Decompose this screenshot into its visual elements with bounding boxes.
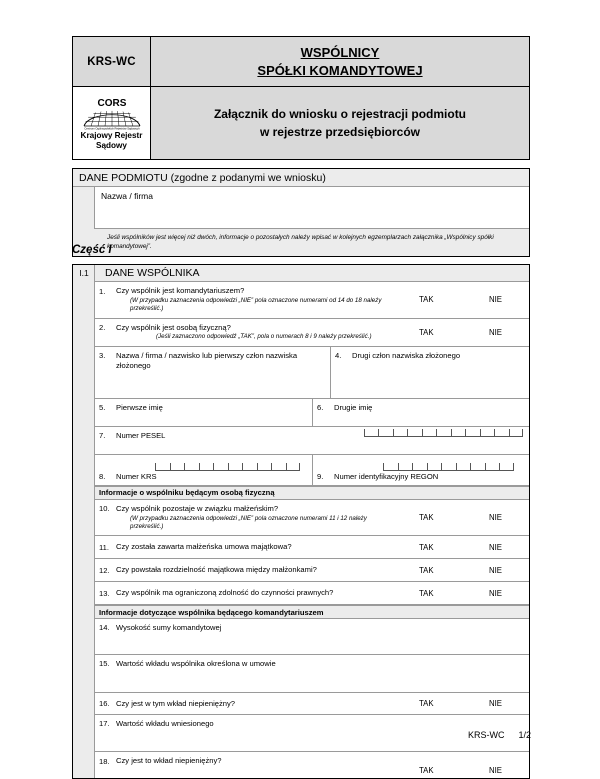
- krs-logo-name-line2: Sądowy: [96, 140, 127, 150]
- answer-no[interactable]: NIE: [489, 295, 502, 305]
- page-footer: [468, 730, 531, 740]
- field-8-krs[interactable]: [95, 455, 313, 485]
- krs-logo: [74, 96, 149, 150]
- answer-no[interactable]: NIE: [489, 542, 502, 552]
- answer-choices: [405, 699, 529, 708]
- character-box[interactable]: [412, 463, 427, 471]
- table-row: [95, 559, 529, 582]
- table-row: [95, 319, 529, 347]
- krs-character-boxes[interactable]: [155, 463, 300, 471]
- partner-data-body: [95, 265, 529, 778]
- question-label: Czy wspólnik jest osobą fizyczną?: [116, 322, 231, 332]
- field-9-regon[interactable]: [313, 455, 529, 485]
- cors-subtext: Centrum Ogólnopolskich Rejestrów Sądowych: [83, 127, 140, 131]
- character-box[interactable]: [199, 463, 214, 471]
- regon-character-boxes[interactable]: [383, 463, 514, 471]
- question-label: Czy wspólnik jest komandytariuszem?: [116, 286, 245, 295]
- question-10: [95, 500, 405, 536]
- field-15-contribution-value[interactable]: [95, 655, 529, 669]
- answer-yes[interactable]: TAK: [419, 295, 434, 305]
- field-label: Drugie imię: [334, 402, 373, 412]
- row-number: 3.: [99, 350, 106, 360]
- answer-yes[interactable]: TAK: [419, 699, 434, 709]
- row-number: 13.: [99, 588, 110, 598]
- table-row: [95, 715, 529, 752]
- table-row: [95, 347, 529, 399]
- answer-yes[interactable]: TAK: [419, 588, 434, 598]
- character-box[interactable]: [451, 429, 466, 437]
- header-subtitle-line1: Załącznik do wniosku o rejestracji podmiotu: [213, 107, 467, 121]
- question-label: Czy wspólnik pozostaje w związku małżeńskim?: [116, 503, 279, 513]
- field-14-sum[interactable]: [95, 619, 529, 633]
- field-label: Wysokość sumy komandytowej: [116, 623, 222, 633]
- table-row: [95, 619, 529, 655]
- character-box[interactable]: [393, 429, 408, 437]
- answer-choices: [405, 752, 529, 778]
- table-row: [95, 455, 529, 486]
- cors-dome-icon: [76, 96, 148, 130]
- part-label: Część I: [72, 244, 112, 256]
- table-row: [95, 399, 529, 427]
- entity-gutter: [73, 187, 95, 229]
- entity-data-title: DANE PODMIOTU (zgodne z podanymi we wniosku): [73, 169, 529, 187]
- field-label: Wartość wkładu wspólnika określona w umowie: [116, 659, 276, 669]
- character-box[interactable]: [509, 429, 524, 437]
- table-row: [95, 752, 529, 778]
- question-label: Czy powstała rozdzielność majątkowa między małżonkami?: [116, 565, 317, 575]
- answer-choices: [405, 319, 529, 346]
- question-1: [95, 282, 405, 318]
- field-7-pesel[interactable]: [95, 427, 529, 441]
- row-number: 9.: [317, 471, 324, 481]
- question-2: [95, 319, 405, 346]
- row-number: 15.: [99, 659, 110, 669]
- entity-name-field[interactable]: [95, 187, 529, 229]
- row-number: 2.: [99, 323, 106, 333]
- footer-page-number: 1/2: [518, 730, 531, 740]
- row-number: 6.: [317, 402, 324, 412]
- question-label: Czy wspólnik ma ograniczoną zdolność do czynności prawnych?: [116, 588, 334, 598]
- answer-choices: [405, 500, 529, 536]
- question-12: [95, 561, 405, 579]
- answer-yes[interactable]: TAK: [419, 542, 434, 552]
- character-box[interactable]: [170, 463, 185, 471]
- row-number: 12.: [99, 565, 110, 575]
- character-box[interactable]: [441, 463, 456, 471]
- entity-data-block: [72, 168, 530, 257]
- character-box[interactable]: [364, 429, 379, 437]
- character-box[interactable]: [494, 429, 509, 437]
- field-5-first-name[interactable]: [95, 399, 313, 426]
- field-4-surname-part2[interactable]: [331, 347, 529, 398]
- question-label: Czy jest w tym wkład niepieniężny?: [116, 698, 236, 708]
- character-box[interactable]: [184, 463, 199, 471]
- header-title-cell: [151, 37, 529, 86]
- entity-name-row: [73, 187, 529, 229]
- field-label: Wartość wkładu wniesionego: [116, 719, 214, 729]
- answer-yes[interactable]: TAK: [419, 766, 434, 776]
- pesel-character-boxes[interactable]: [364, 429, 524, 437]
- answer-no[interactable]: NIE: [489, 565, 502, 575]
- field-label: Numer KRS: [116, 471, 157, 481]
- entity-note-row: [73, 229, 529, 256]
- field-label: Numer PESEL: [116, 430, 166, 440]
- character-box[interactable]: [499, 463, 514, 471]
- field-label: Nazwa / firma / nazwisko lub pierwszy człon nazwiska złożonego: [116, 350, 298, 370]
- question-13: [95, 584, 405, 602]
- header-subtitle-cell: [151, 87, 529, 159]
- header-subtitle: [214, 105, 466, 141]
- character-box[interactable]: [480, 429, 495, 437]
- row-number: 11.: [99, 542, 109, 552]
- question-16: [95, 695, 405, 713]
- row-number: 18.: [99, 756, 110, 766]
- answer-no[interactable]: NIE: [489, 588, 502, 598]
- section-title: DANE WSPÓLNIKA: [95, 265, 529, 282]
- answer-choices: [405, 566, 529, 575]
- character-box[interactable]: [383, 463, 398, 471]
- partner-data-table: [72, 264, 530, 779]
- table-row: [95, 282, 529, 319]
- answer-no[interactable]: NIE: [489, 513, 502, 523]
- krs-logo-name-line1: Krajowy Rejestr: [80, 131, 143, 141]
- table-row: [95, 427, 529, 455]
- row-number: 10.: [99, 504, 110, 514]
- table-row: [95, 582, 529, 605]
- header-title-line2: SPÓŁKI KOMANDYTOWEJ: [257, 62, 423, 78]
- character-box[interactable]: [398, 463, 413, 471]
- section-gutter: [73, 265, 95, 778]
- answer-no[interactable]: NIE: [489, 699, 502, 709]
- character-box[interactable]: [242, 463, 257, 471]
- character-box[interactable]: [470, 463, 485, 471]
- header-subtitle-row: [73, 86, 529, 159]
- subheading-natural-person: Informacje o wspólniku będącym osobą fizyczną: [95, 486, 529, 500]
- row-number: 7.: [99, 430, 106, 440]
- header-title-row: [73, 37, 529, 86]
- answer-choices: [405, 589, 529, 598]
- character-box[interactable]: [422, 429, 437, 437]
- row-number: 17.: [99, 719, 110, 729]
- form-code: KRS-WC: [87, 55, 136, 68]
- character-box[interactable]: [485, 463, 500, 471]
- character-box[interactable]: [228, 463, 243, 471]
- character-box[interactable]: [271, 463, 286, 471]
- form-code-cell: [73, 37, 151, 86]
- character-box[interactable]: [465, 429, 480, 437]
- answer-no[interactable]: NIE: [489, 327, 502, 337]
- table-row: [95, 655, 529, 693]
- form-header: [72, 36, 530, 160]
- header-title-line1: WSPÓLNICY: [300, 44, 380, 60]
- entity-note: Jeśli wspólników jest więcej niż dwóch, informacje o pozostałych należy wpisać w kolejnych egzemplarzach załącznika „Wspólnicy spółki komandytowej”.: [107, 234, 494, 251]
- question-label: Czy jest to wkład niepieniężny?: [116, 756, 222, 766]
- character-box[interactable]: [456, 463, 471, 471]
- section-code: I.1: [79, 268, 89, 278]
- character-box[interactable]: [407, 429, 422, 437]
- character-box[interactable]: [213, 463, 228, 471]
- subheading-limited-partner: Informacje dotyczące wspólnika będącego komandytariuszem: [95, 605, 529, 619]
- field-label: Numer identyfikacyjny REGON: [334, 471, 439, 481]
- field-17-contributed-value[interactable]: [95, 715, 529, 729]
- character-box[interactable]: [286, 463, 301, 471]
- character-box[interactable]: [436, 429, 451, 437]
- field-label: Drugi człon nazwiska złożonego: [352, 350, 461, 360]
- question-hint: (Jeśli zaznaczono odpowiedź „TAK”, pola o numerach 8 i 9 należy przekreślić.): [156, 333, 372, 341]
- field-3-name[interactable]: [95, 347, 331, 398]
- question-hint: (W przypadku zaznaczenia odpowiedzi „NIE” pola oznaczone numerami 11 i 12 należy przekreślić.): [130, 514, 367, 531]
- row-number: 16.: [99, 699, 110, 709]
- question-hint: (W przypadku zaznaczenia odpowiedzi „NIE” pola oznaczone numerami od 14 do 18 należy przekreślić.): [130, 296, 382, 313]
- row-number: 14.: [99, 623, 110, 633]
- field-label: Pierwsze imię: [116, 402, 163, 412]
- character-box[interactable]: [155, 463, 170, 471]
- table-row: [95, 536, 529, 559]
- table-row: [95, 693, 529, 715]
- row-number: 5.: [99, 402, 106, 412]
- row-number: 4.: [335, 350, 342, 360]
- question-11: [95, 538, 405, 556]
- field-6-second-name[interactable]: [313, 399, 529, 426]
- row-number: 8.: [99, 471, 106, 481]
- answer-yes[interactable]: TAK: [419, 513, 434, 523]
- answer-yes[interactable]: TAK: [419, 327, 434, 337]
- krs-logo-cell: [73, 87, 151, 159]
- question-label: Czy została zawarta małżeńska umowa majątkowa?: [116, 542, 292, 552]
- answer-no[interactable]: NIE: [489, 766, 502, 776]
- header-title: [257, 44, 422, 79]
- character-box[interactable]: [257, 463, 272, 471]
- krs-logo-name: [81, 131, 143, 150]
- answer-yes[interactable]: TAK: [419, 565, 434, 575]
- character-box[interactable]: [427, 463, 442, 471]
- row-number: 1.: [99, 286, 106, 296]
- svg-text:CORS: CORS: [97, 98, 126, 110]
- entity-name-label: Nazwa / firma: [101, 191, 153, 201]
- character-box[interactable]: [378, 429, 393, 437]
- footer-form-code: KRS-WC: [467, 730, 505, 740]
- header-subtitle-line2: w rejestrze przedsiębiorców: [259, 125, 421, 139]
- answer-choices: [405, 282, 529, 318]
- question-18: [95, 752, 405, 778]
- answer-choices: [405, 543, 529, 552]
- table-row: [95, 500, 529, 537]
